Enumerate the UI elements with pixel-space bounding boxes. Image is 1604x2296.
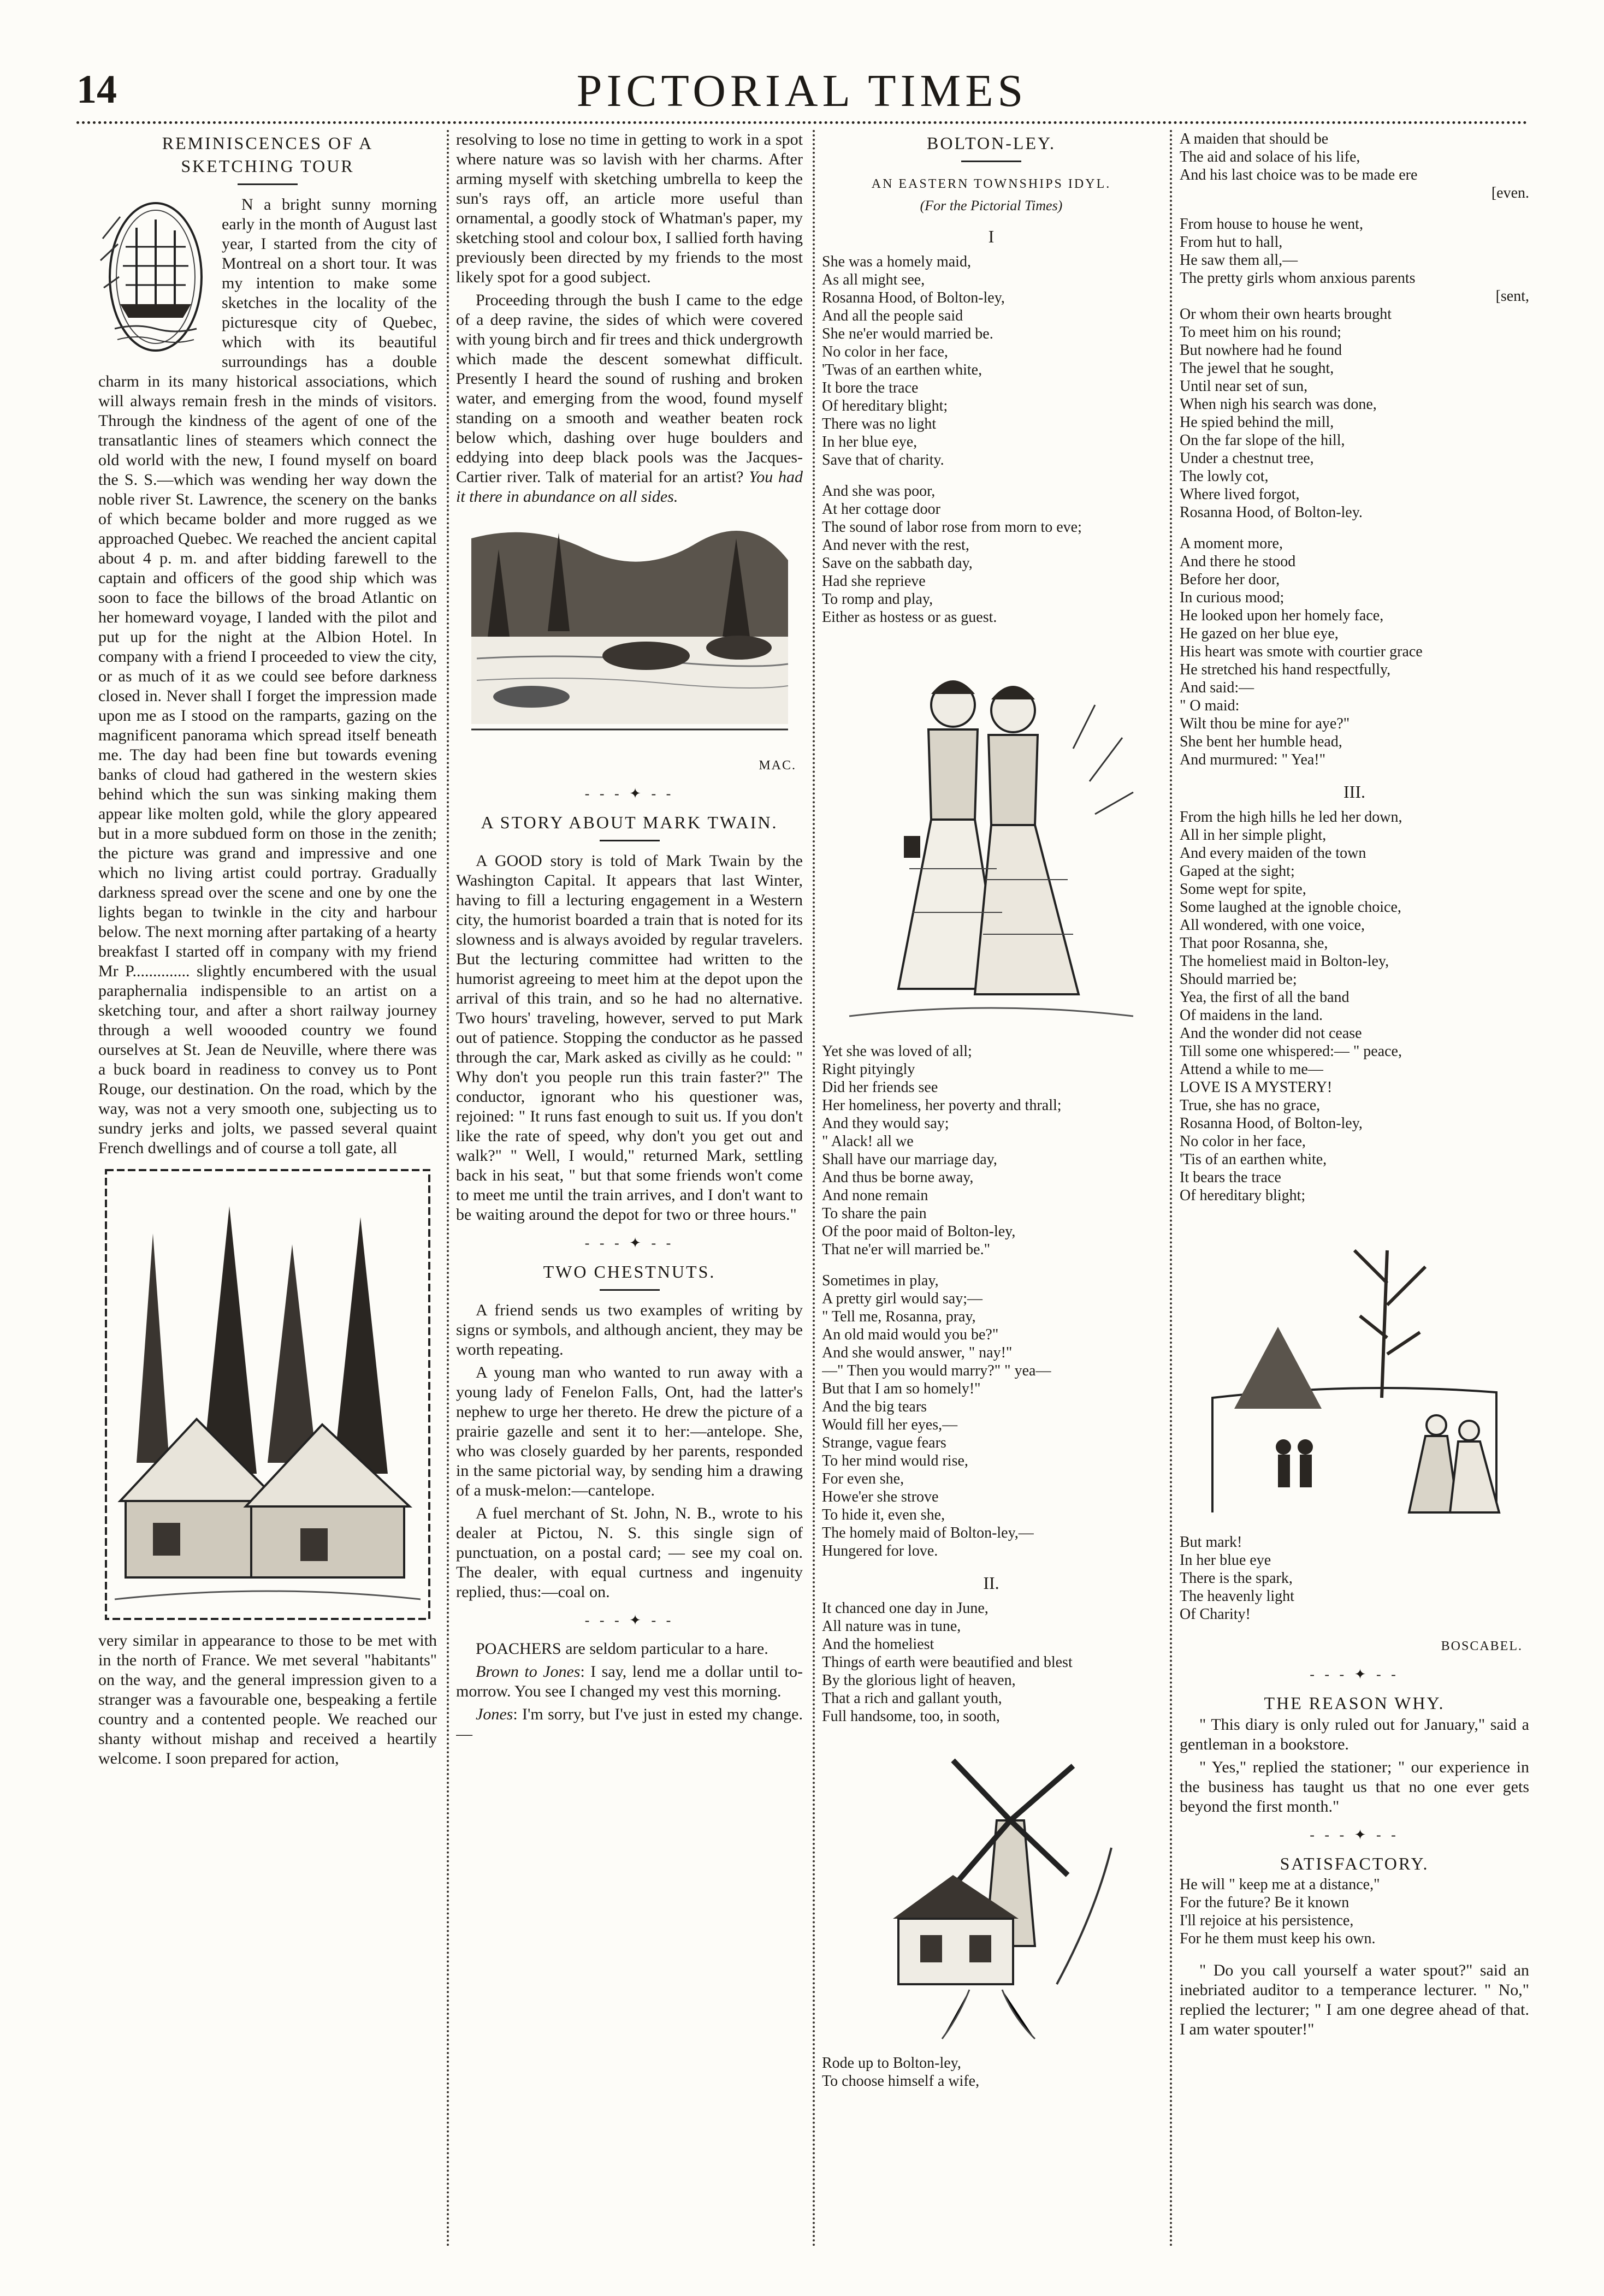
verse-line: Rosanna Hood, of Bolton-ley.: [1180, 504, 1363, 521]
article-heading-line: SKETCHING TOUR: [181, 156, 354, 176]
verse-line: She bent her humble head,: [1180, 733, 1342, 750]
verse-line: By the glorious light of heaven,: [822, 1672, 1016, 1689]
joke-text: : I'm sorry, but I've just in ested my change.—: [456, 1705, 803, 1743]
verse-line: It chanced one day in June,: [822, 1600, 989, 1617]
verse-line: For he them must keep his own.: [1180, 1930, 1376, 1947]
verse-line: Before her door,: [1180, 571, 1280, 588]
verse-line: And his last choice was to be made ere: [1180, 167, 1418, 183]
brown-jones-joke: [456, 1662, 803, 1701]
sketching-tour-para-italic: You had it there in abundance on all sides.: [456, 468, 803, 506]
verse-line: " Alack! all we: [822, 1133, 914, 1150]
verse-line: And none remain: [822, 1187, 928, 1204]
verse-line: Some laughed at the ignoble choice,: [1180, 899, 1401, 916]
verse-line: And there he stood: [1180, 553, 1296, 570]
sketching-tour-para: [456, 290, 803, 507]
verse-line: Till some one whispered:— " peace,: [1180, 1043, 1402, 1060]
heading-rule: [600, 1289, 660, 1291]
verse-line: 'Tis of an earthen white,: [1180, 1151, 1327, 1168]
ornament-divider: - - - ✦ - -: [584, 1612, 674, 1628]
windmill-cottage-illustration: [860, 1739, 1122, 2044]
verse-line: The pretty girls whom anxious parents: [1180, 270, 1416, 287]
poem-stanza: [1180, 535, 1529, 769]
verse-line: In her blue eye,: [822, 434, 918, 450]
verse-line: She ne'er would married be.: [822, 325, 993, 342]
verse-line: He spied behind the mill,: [1180, 414, 1334, 431]
verse-line: Hungered for love.: [822, 1542, 938, 1559]
verse-line: Rosanna Hood, of Bolton-ley,: [1180, 1115, 1363, 1132]
verse-line: No color in her face,: [822, 343, 948, 360]
column-2: [456, 130, 803, 2248]
verse-line: And never with the rest,: [822, 537, 969, 554]
verse-line: " Tell me, Rosanna, pray,: [822, 1308, 976, 1325]
verse-line: To her mind would rise,: [822, 1452, 968, 1469]
verse-line: Some wept for spite,: [1180, 881, 1306, 898]
verse-line: His heart was smote with courtier grace: [1180, 643, 1423, 660]
two-maidens-illustration: [838, 639, 1144, 1033]
poem-part-number: III.: [1343, 782, 1365, 802]
verse-line: LOVE IS A MYSTERY!: [1180, 1079, 1333, 1096]
verse-line: The homeliest maid in Bolton-ley,: [1180, 953, 1389, 970]
column-rule: [447, 130, 449, 2248]
verse-line: The heavenly light: [1180, 1588, 1294, 1605]
poem-stanza: [822, 1042, 1161, 1259]
verse-line: Until near set of sun,: [1180, 378, 1308, 395]
article-heading: A STORY ABOUT MARK TWAIN.: [481, 812, 778, 832]
column-rule: [1170, 130, 1172, 2248]
verse-line: Rode up to Bolton-ley,: [822, 2055, 961, 2072]
poem-byline: (For the Pictorial Times): [920, 198, 1063, 213]
verse-line: Either as hostess or as guest.: [822, 609, 997, 626]
poem-stanza: [1180, 1533, 1529, 1623]
verse-line: Of the poor maid of Bolton-ley,: [822, 1223, 1016, 1240]
verse-line: And said:—: [1180, 679, 1254, 696]
brown-jones-joke: [456, 1705, 803, 1744]
verse-line: As all might see,: [822, 271, 925, 288]
verse-line: Should married be;: [1180, 971, 1297, 988]
verse-line: And she was poor,: [822, 483, 936, 500]
verse-line: Or whom their own hearts brought: [1180, 306, 1392, 323]
poem-subtitle: AN EASTERN TOWNSHIPS IDYL.: [871, 177, 1111, 191]
verse-line: That poor Rosanna, she,: [1180, 935, 1328, 952]
verse-line: [sent,: [1495, 288, 1529, 305]
ornament-divider: - - - ✦ - -: [1310, 1827, 1399, 1843]
sketching-tour-para-text: Proceeding through the bush I came to the edge of a deep ravine, the sides of which were covered with young birch and fir trees and thick undergrowth which made the descent somewhat difficult. Presently I heard the sound of rushing and broken water, and emerging from the wood, found myself standing on a smooth and weather beaten rock below which, dashing over huge boulders and eddying into deep black pools was the Jacques-Cartier river. Talk of material for an artist?: [456, 291, 803, 486]
verse-line: Howe'er she strove: [822, 1488, 939, 1505]
verse-line: Under a chestnut tree,: [1180, 450, 1314, 467]
verse-line: Shall have our marriage day,: [822, 1151, 997, 1168]
verse-line: Would fill her eyes,—: [822, 1416, 958, 1433]
verse-line: True, she has no grace,: [1180, 1097, 1321, 1114]
verse-line: It bears the trace: [1180, 1169, 1281, 1186]
water-spout-joke: " Do you call yourself a water spout?" said an inebriated auditor to a temperance lecturer. " No," replied the lecturer; " I am one degree ahead of that. I am water spouter!": [1180, 1961, 1529, 2038]
sketching-tour-continued: resolving to lose no time in getting to work in a spot where nature was so lavish with her charms. After arming myself with sketching umbrella to keep the sun's rays off, an article more useful than ornamental, a goodly stock of Whatman's paper, my sketching stool and colour box, I sallied forth having previously been directed by my friends to the most likely spot for a good subject.: [456, 130, 803, 286]
verse-line: Attend a while to me—: [1180, 1061, 1323, 1078]
chestnuts-para: A young man who wanted to run away with a young lady of Fenelon Falls, Ont, had the latter's nephew to urge her thereto. He drew the picture of a prairie gazelle and sent it to her:—antelope. She, who was closely guarded by her parents, responded in the same pictorial way, by sending him a drawing of a musk-melon:—cantelope.: [456, 1363, 803, 1499]
verse-line: Things of earth were beautified and blest: [822, 1654, 1073, 1671]
verse-line: A maiden that should be: [1180, 130, 1329, 147]
verse-line: Save on the sabbath day,: [822, 555, 973, 572]
verse-line: Wilt thou be mine for aye?": [1180, 715, 1350, 732]
poem-stanza: [1180, 215, 1529, 521]
masthead-rule: [76, 121, 1528, 124]
verse-line: In curious mood;: [1180, 589, 1285, 606]
verse-line: And she would answer, " nay!": [822, 1344, 1013, 1361]
article-heading: SATISFACTORY.: [1280, 1854, 1429, 1873]
verse-line: 'Twas of an earthen white,: [822, 361, 982, 378]
poem-stanza: [822, 1599, 1161, 1725]
ship-dropcap-illustration: [98, 195, 213, 359]
verse-line: And murmured: " Yea!": [1180, 751, 1326, 768]
verse-line: To romp and play,: [822, 591, 933, 608]
chestnuts-para: A friend sends us two examples of writing by signs or symbols, and although ancient, they may be worth repeating.: [456, 1301, 803, 1358]
ornament-divider: - - - ✦ - -: [1310, 1666, 1399, 1682]
verse-line: He looked upon her homely face,: [1180, 607, 1384, 624]
reason-why-para: " This diary is only ruled out for January," said a gentleman in a bookstore.: [1180, 1716, 1529, 1753]
verse-line: But mark!: [1180, 1534, 1242, 1551]
verse-line: He saw them all,—: [1180, 252, 1298, 269]
poem-stanza: [1180, 130, 1529, 202]
verse-line: From house to house he went,: [1180, 216, 1363, 233]
speaker-name: Jones: [476, 1705, 513, 1723]
verse-line: Of hereditary blight;: [1180, 1187, 1306, 1204]
column-rule: [813, 130, 815, 2248]
mark-twain-story: A GOOD story is told of Mark Twain by the Washington Capital. It appears that last Winter, having to fill a lecturing engagement in a Western city, the humorist boarded a train that is noted for its slowness and is always avoided by regular travelers. But the lecturing committee had written to the humorist agreeing to meet him at the depot upon the arrival of this train, and so he had no alternative. Two hours' traveling, however, served to put Mark out of patience. Stopping the conductor as he passed through the car, Mark asked as civilly as he could: " Why don't you people run this train faster?" The conductor, ignorant who his questioner was, rejoined: " It runs fast enough to suit us. If you don't like the rate of speed, why don't you get out and walk?" " Well, I would," returned Mark, settling back in his seat, " but that some friends won't come to meet me until the train arrives, and I don't want to be waiting around the depot for two or three hours.": [456, 852, 803, 1224]
poem-stanza: [822, 253, 1161, 469]
verse-line: All in her simple plight,: [1180, 827, 1327, 844]
verse-line: And the wonder did not cease: [1180, 1025, 1362, 1042]
cottage-winter-illustration: [104, 1168, 431, 1621]
poem-part-number: II.: [983, 1573, 999, 1593]
verse-line: When nigh his search was done,: [1180, 396, 1377, 413]
verse-line: No color in her face,: [1180, 1133, 1306, 1150]
poem-title: BOLTON-LEY.: [927, 133, 1056, 153]
verse-line: The aid and solace of his life,: [1180, 149, 1360, 165]
verse-line: All wondered, with one voice,: [1180, 917, 1365, 934]
verse-line: To share the pain: [822, 1205, 927, 1222]
verse-line: He stretched his hand respectfully,: [1180, 661, 1391, 678]
article-heading-line: REMINISCENCES OF A: [162, 133, 374, 153]
verse-line: From the high hills he led her down,: [1180, 809, 1402, 826]
verse-line: All nature was in tune,: [822, 1618, 961, 1635]
verse-line: On the far slope of the hill,: [1180, 432, 1345, 449]
verse-line: A moment more,: [1180, 535, 1283, 552]
chestnuts-para: A fuel merchant of St. John, N. B., wrote to his dealer at Pictou, N. S. this single sign of punctuation, on a postal card; — see my coal on. The dealer, with equal curtness and ingenuity replied, thus:—coal on.: [456, 1504, 803, 1601]
sketching-tour-continued: very similar in appearance to those to be met with in the north of France. We met several "habitants" on the way, and the general impression given to a stranger was a favourable one, bespeaking a fertile country and a contented people. We reached our shanty without mishap and received a heartily welcome. I soon prepared for action,: [98, 1631, 437, 1767]
verse-line: To choose himself a wife,: [822, 2073, 980, 2090]
verse-line: Of hereditary blight;: [822, 398, 948, 414]
sketching-tour-lead: N a bright sunny morning early in the month of August last year, I started from the city of Montreal on a short tour. It was my intention to make some sketches in the locality of the picturesque city of Quebec, which with its beautiful surroundings has a double charm in its many historical associations, which will always remain fresh in the minds of visitors. Through the kindness of the agent of one of the transatlantic lines of steamers which connect the old world with the new, I found myself on board the S. S.—which was wending her way down the noble river St. Lawrence, the scenery on the banks of which became bolder and more rugged as we approached Quebec. We reached the ancient capital about 4 p. m. and after bidding farewell to the captain and officers of the good ship which was soon to face the billows of the broad Atlantic on her homeward voyage, I landed with the pilot and put up for the night at the Albion Hotel. In company with a friend I proceeded to view the city, or as much of it as we could see before darkness closed in. Never shall I forget the impression made upon me as I stood on the ramparts, gazing on the magnificent panorama which spread itself beneath me. The day had been fine but towards evening banks of cloud had gathered in the western skies behind which the sun was sinking making them appear like molten gold, while the glory appeared but in a more subdued form on those in the zenith; the picture was grand and impressive and one which no living artist could portray. Gradually darkness spread over the scene and one by one the lights began to twinkle in the city and harbour below. The next morning after partaking of a hearty breakfast I started off in company with my friend Mr P.............. slightly encumbered with the usual paraphernalia indispensible to an artist on a sketching tour, and after a short railway journey through a well woooded country we found ourselves at St. Jean de Neuville, where there was a buck board in readiness to convey us to Pont Rouge, our destination. On the road, which by the way, was not a very smooth one, subjecting us to sundry jerks and jolts, we passed several quaint French dwellings and of course a toll gate, all: [98, 195, 437, 1157]
verse-line: The homely maid of Bolton-ley,—: [822, 1524, 1034, 1541]
verse-line: —" Then you would marry?" " yea—: [822, 1362, 1051, 1379]
verse-line: An old maid would you be?": [822, 1326, 999, 1343]
verse-line: And they would say;: [822, 1115, 949, 1132]
verse-line: It bore the trace: [822, 379, 919, 396]
verse-line: At her cottage door: [822, 501, 940, 518]
verse-line: But that I am so homely!": [822, 1380, 981, 1397]
verse-line: " O maid:: [1180, 697, 1240, 714]
verse-line: Had she reprieve: [822, 573, 926, 590]
verse-line: Her homeliness, her poverty and thrall;: [822, 1097, 1062, 1114]
article-heading: THE REASON WHY.: [1264, 1693, 1445, 1713]
verse-line: Sometimes in play,: [822, 1272, 939, 1289]
poem-stanza: [822, 2054, 1161, 2090]
verse-line: And thus be borne away,: [822, 1169, 974, 1186]
verse-line: There was no light: [822, 416, 937, 432]
heading-rule: [600, 840, 660, 841]
verse-line: [even.: [1491, 185, 1529, 201]
verse-line: Rosanna Hood, of Bolton-ley,: [822, 289, 1005, 306]
verse-line: And the big tears: [822, 1398, 927, 1415]
verse-line: Where lived forgot,: [1180, 486, 1300, 503]
verse-line: And the homeliest: [822, 1636, 934, 1653]
verse-line: He gazed on her blue eye,: [1180, 625, 1339, 642]
column-4: [1180, 130, 1529, 2248]
joke-text: : I say, lend me a dollar until to-morrow. You see I changed my vest this morning.: [456, 1663, 803, 1700]
verse-line: Of Charity!: [1180, 1606, 1251, 1623]
column-3: [822, 130, 1161, 2248]
verse-line: To hide it, even she,: [822, 1506, 945, 1523]
verse-line: That a rich and gallant youth,: [822, 1690, 1002, 1707]
verse-line: Right pityingly: [822, 1061, 915, 1078]
article-heading: TWO CHESTNUTS.: [543, 1262, 716, 1282]
heading-rule: [238, 183, 298, 185]
verse-line: To meet him on his round;: [1180, 324, 1341, 341]
verse-line: A pretty girl would say;—: [822, 1290, 982, 1307]
verse-line: Gaped at the sight;: [1180, 863, 1295, 880]
satisfactory-verse: [1180, 1876, 1529, 1948]
verse-line: The jewel that he sought,: [1180, 360, 1334, 377]
poem-stanza: [822, 1272, 1161, 1560]
couple-landscape-illustration: [1201, 1218, 1507, 1523]
verse-line: Strange, vague fears: [822, 1434, 946, 1451]
verse-line: Save that of charity.: [822, 452, 944, 468]
verse-line: From hut to hall,: [1180, 234, 1283, 251]
verse-line: And all the people said: [822, 307, 963, 324]
verse-line: Did her friends see: [822, 1079, 938, 1096]
verse-line: The sound of labor rose from morn to eve;: [822, 519, 1082, 536]
reason-why-para: " Yes," replied the stationer; " our experience in the business has taught us that no one ever gets beyond the first month.": [1180, 1758, 1529, 1816]
verse-line: Yet she was loved of all;: [822, 1043, 972, 1060]
verse-line: For the future? Be it known: [1180, 1894, 1350, 1911]
verse-line: Full handsome, too, in sooth,: [822, 1708, 1000, 1725]
ornament-divider: - - - ✦ - -: [584, 1235, 674, 1251]
verse-line: Yea, the first of all the band: [1180, 989, 1350, 1006]
poachers-joke: POACHERS are seldom particular to a hare.: [476, 1640, 768, 1658]
verse-line: But nowhere had he found: [1180, 342, 1342, 359]
verse-line: I'll rejoice at his persistence,: [1180, 1912, 1354, 1929]
verse-line: In her blue eye: [1180, 1552, 1271, 1569]
verse-line: The lowly cot,: [1180, 468, 1269, 485]
masthead-title: PICTORIAL TIMES: [576, 66, 1028, 116]
verse-line: For even she,: [822, 1470, 904, 1487]
ornament-divider: - - - ✦ - -: [584, 786, 674, 802]
poem-stanza: [822, 482, 1161, 626]
verse-line: That ne'er will married be.": [822, 1241, 991, 1258]
signature: MAC.: [759, 758, 796, 773]
verse-line: He will " keep me at a distance,": [1180, 1876, 1380, 1893]
poem-part-number: I: [988, 227, 995, 246]
speaker-name: Brown to Jones: [476, 1663, 581, 1681]
signature: BOSCABEL.: [1441, 1639, 1523, 1653]
verse-line: Of maidens in the land.: [1180, 1007, 1323, 1024]
verse-line: She was a homely maid,: [822, 253, 971, 270]
poem-stanza: [1180, 808, 1529, 1205]
verse-line: And every maiden of the town: [1180, 845, 1366, 862]
verse-line: There is the spark,: [1180, 1570, 1293, 1587]
river-ravine-illustration: [466, 517, 794, 746]
page-number: 14: [76, 67, 117, 112]
masthead: [76, 64, 1528, 124]
column-1: [98, 130, 437, 2248]
heading-rule: [961, 161, 1021, 162]
